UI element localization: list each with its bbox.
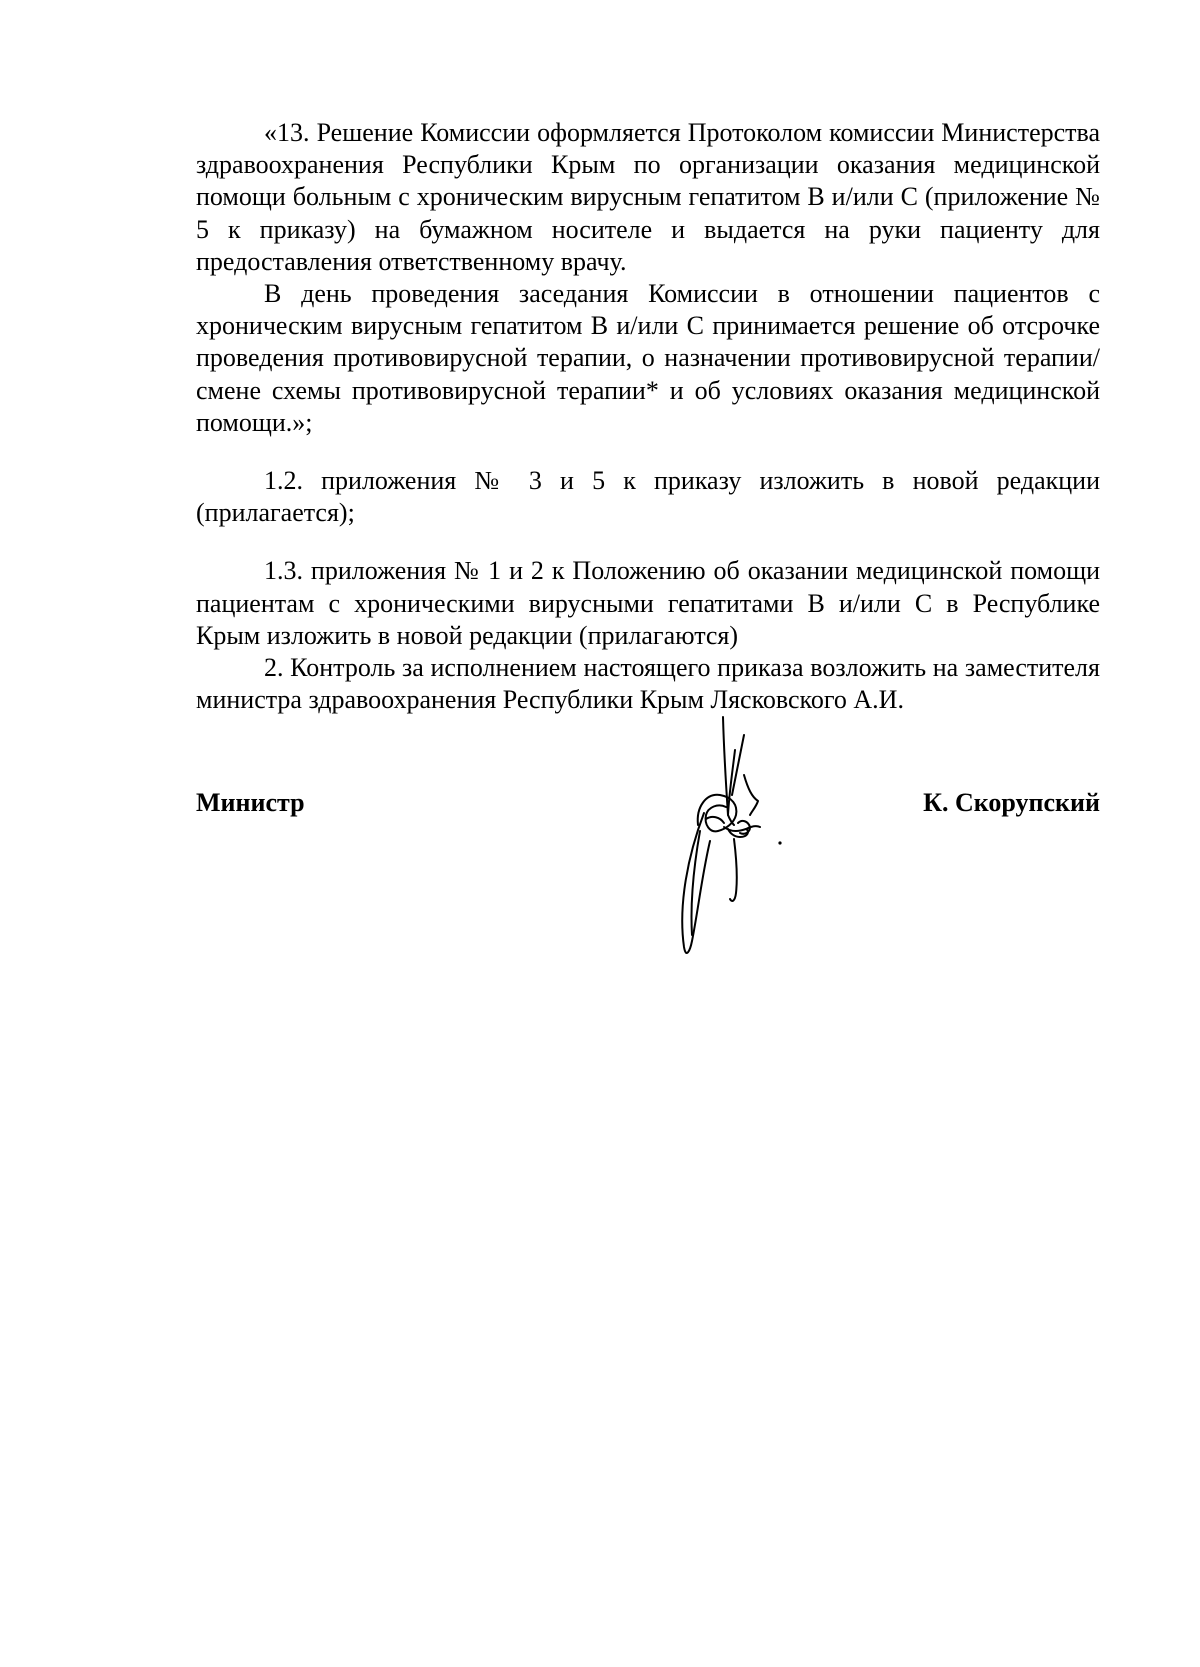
document-body xyxy=(196,117,1100,716)
paragraph-item-1-2: 1.2. приложения № 3 и 5 к приказу изложить в новой редакции (прилагается); xyxy=(196,466,1100,528)
handwritten-signature xyxy=(640,715,810,1015)
paragraph-commission-decision: В день проведения заседания Комиссии в отношении пациентов с хроническим вирусным гепатитом В и/или С принимается решение об отсрочке проведения противовирусной терапии, о назначении противовирусной терапии/смене схемы противовирусной терапии* и об условиях оказания медицинской помощи.»; xyxy=(196,279,1100,437)
paragraph-item-1-3: 1.3. приложения № 1 и 2 к Положению об оказании медицинской помощи пациентам с хроническими вирусными гепатитами В и/или С в Республике Крым изложить в новой редакции (прилагаются) xyxy=(196,556,1100,650)
paragraph-item-13: «13. Решение Комиссии оформляется Протоколом комиссии Министерства здравоохранения Республики Крым по организации оказания медицинской помощи больным с хроническим вирусным гепатитом В и/или С (приложение № 5 к приказу) на бумажном носителе и выдается на руки пациенту для предоставления ответственному врачу. xyxy=(196,118,1100,276)
signatory-name: К. Скорупский xyxy=(923,788,1100,817)
signatory-title: Министр xyxy=(196,788,305,817)
paragraph-item-2: 2. Контроль за исполнением настоящего приказа возложить на заместителя министра здравоохранения Республики Крым Лясковского А.И. xyxy=(196,653,1100,715)
paragraph-spacer xyxy=(196,439,1100,465)
paragraph-spacer xyxy=(196,529,1100,555)
